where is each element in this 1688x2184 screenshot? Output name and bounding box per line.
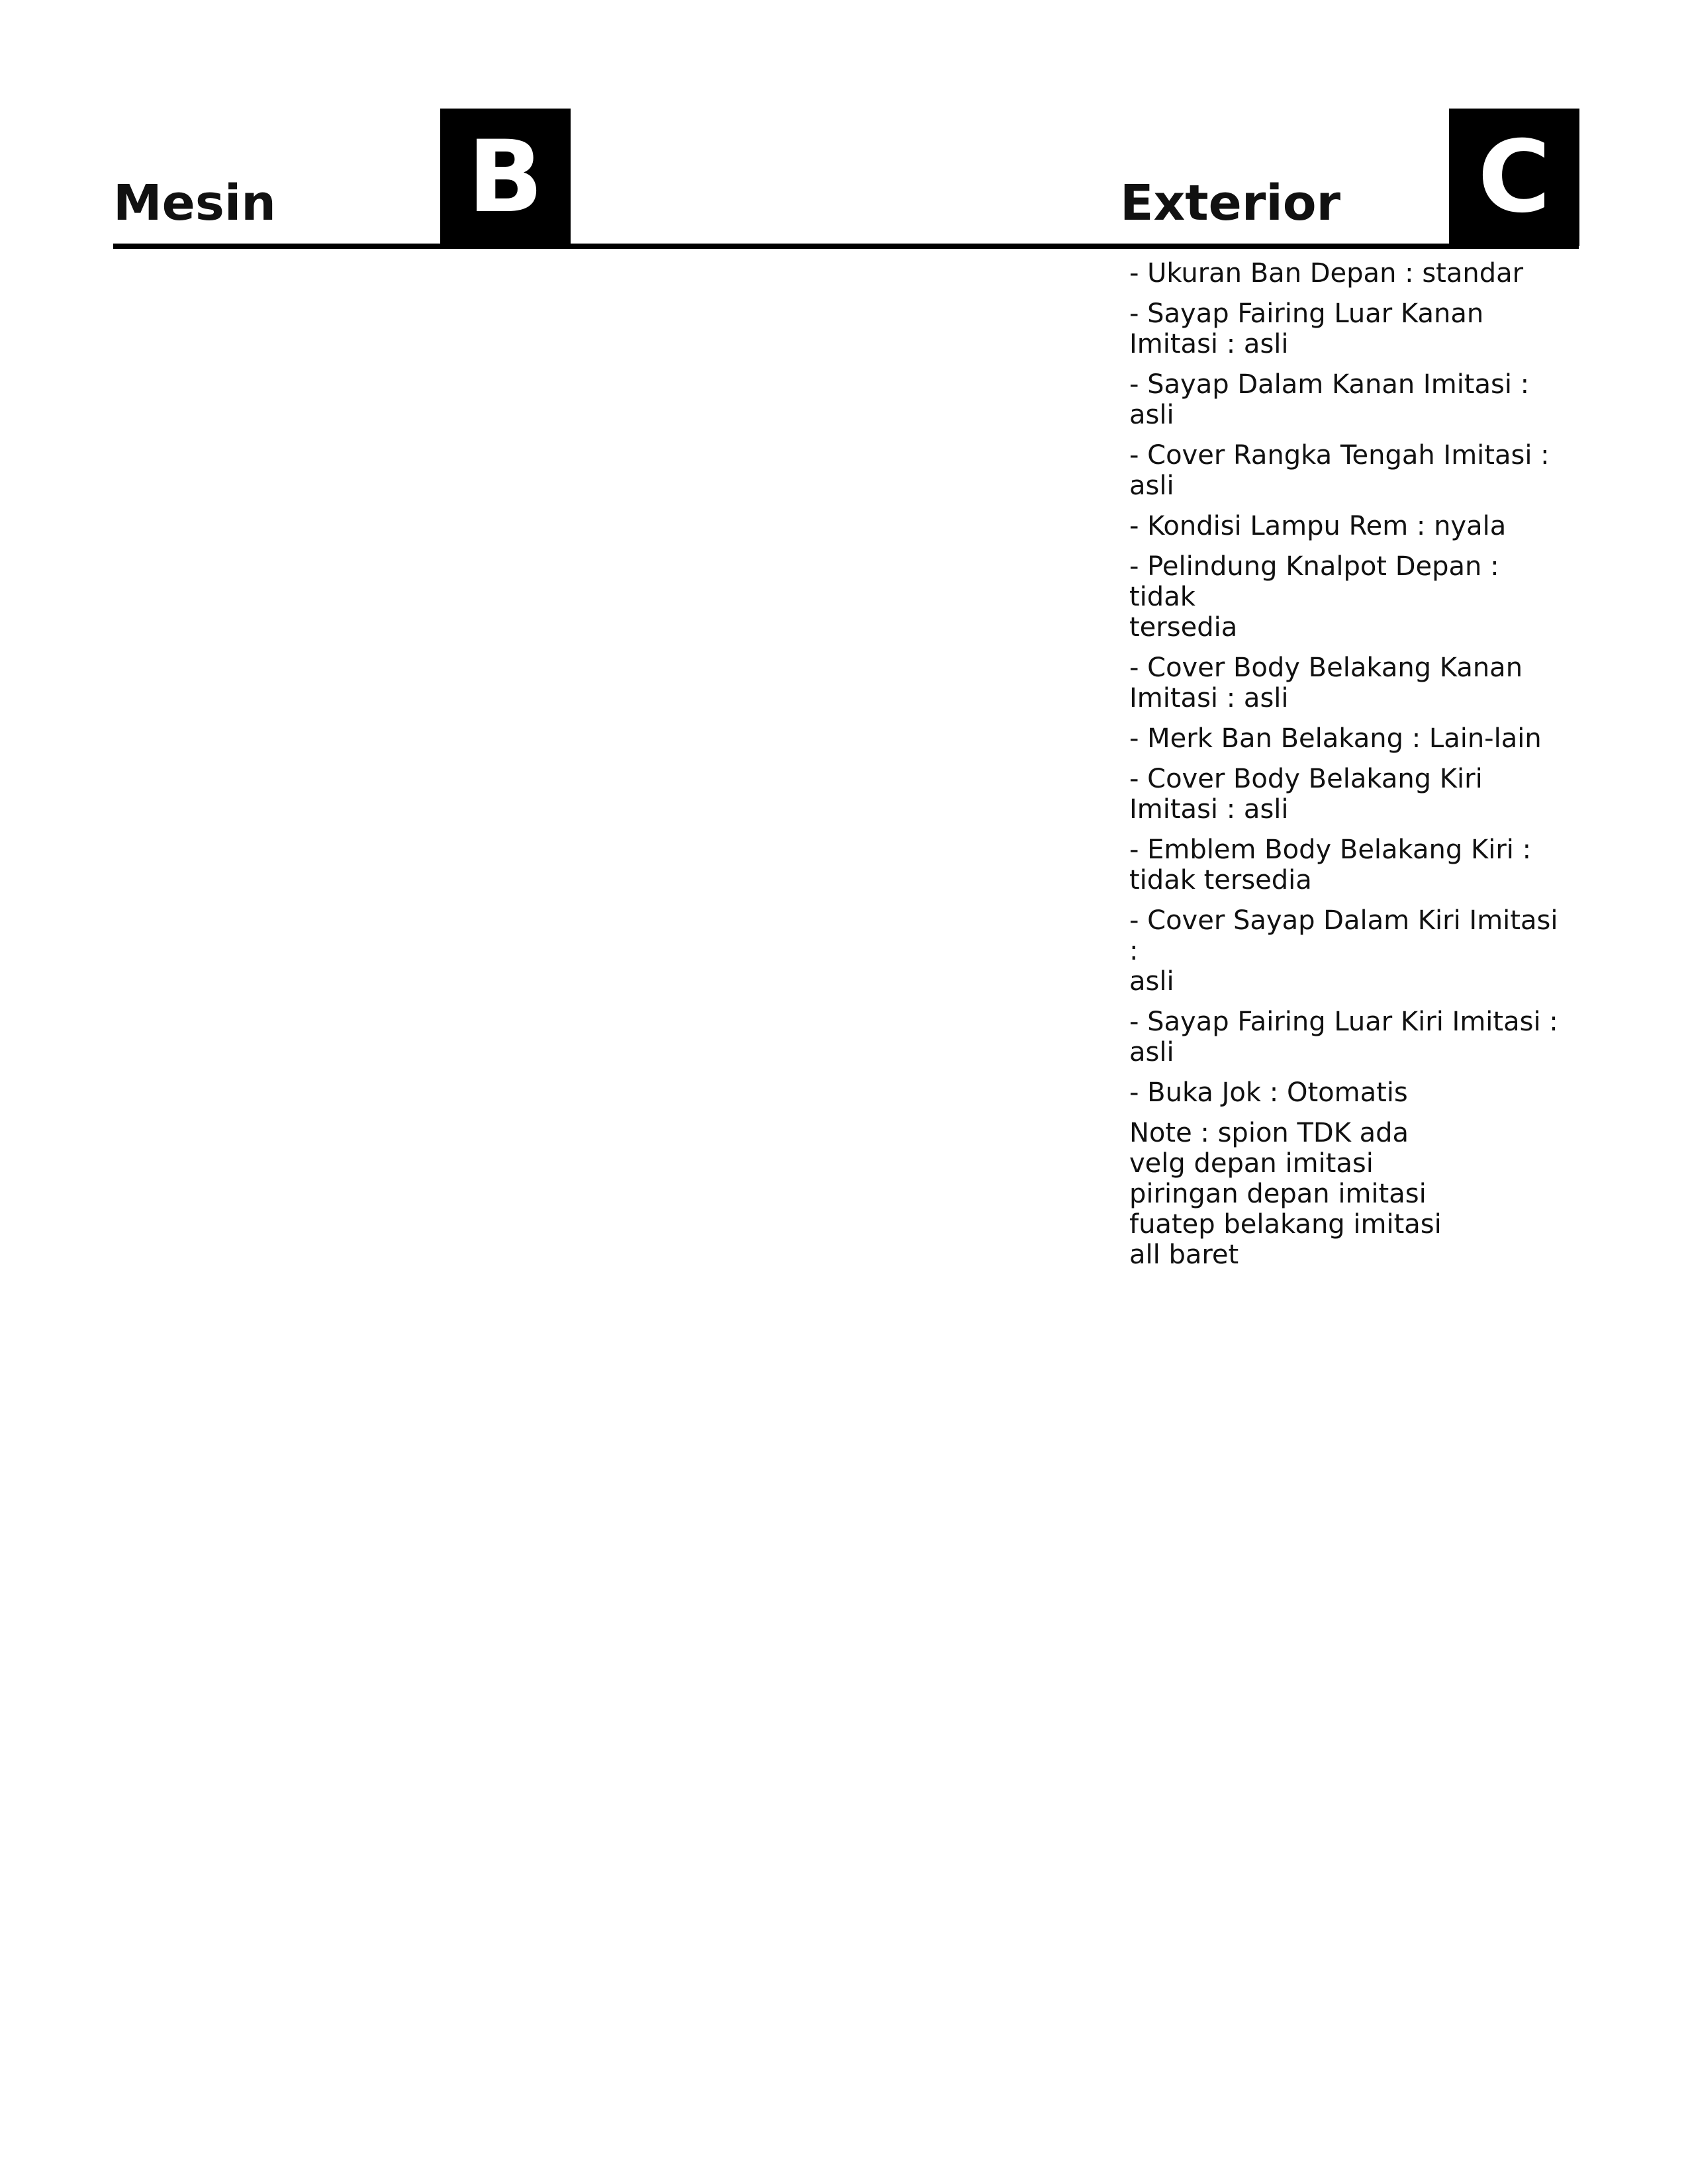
exterior-note: Note : spion TDK ada velg depan imitasi piringan depan imitasi fuatep belakang imitasi all baret — [1129, 1118, 1442, 1270]
exterior-item: - Cover Rangka Tengah Imitasi : asli — [1129, 440, 1550, 501]
exterior-item: - Cover Body Belakang Kanan Imitasi : asli — [1129, 653, 1523, 713]
exterior-item: - Kondisi Lampu Rem : nyala — [1129, 511, 1507, 541]
section-letter-badge-c: C — [1449, 109, 1579, 246]
header-divider-rule — [113, 244, 1579, 249]
exterior-item: - Sayap Fairing Luar Kanan Imitasi : asli — [1129, 298, 1484, 359]
section-title-exterior: Exterior — [1120, 175, 1341, 232]
exterior-item: - Emblem Body Belakang Kiri : tidak tersedia — [1129, 835, 1532, 895]
exterior-item: - Cover Body Belakang Kiri Imitasi : asli — [1129, 764, 1483, 825]
exterior-item: - Sayap Fairing Luar Kiri Imitasi : asli — [1129, 1007, 1558, 1068]
exterior-item: - Pelindung Knalpot Depan : tidak tersedia — [1129, 551, 1499, 643]
exterior-item: - Cover Sayap Dalam Kiri Imitasi : asli — [1129, 905, 1558, 997]
exterior-item: - Ukuran Ban Depan : standar — [1129, 258, 1524, 289]
exterior-item: - Merk Ban Belakang : Lain-lain — [1129, 723, 1542, 754]
section-letter-badge-b: B — [440, 109, 571, 246]
exterior-item: - Sayap Dalam Kanan Imitasi : asli — [1129, 369, 1530, 430]
section-title-mesin: Mesin — [113, 175, 276, 232]
exterior-item: - Buka Jok : Otomatis — [1129, 1077, 1408, 1108]
exterior-checklist — [1129, 258, 1566, 1280]
